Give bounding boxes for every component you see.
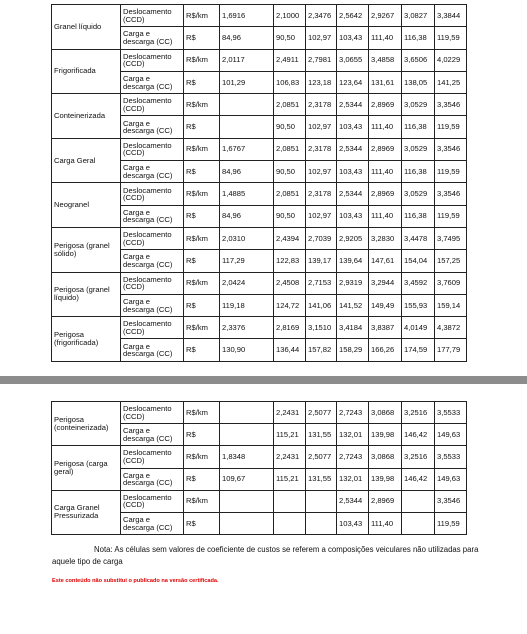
coefficient-cell: 2,4394 [274,227,306,249]
coefficient-cell: 146,42 [402,468,435,490]
coefficient-cell: 2,5077 [306,402,337,424]
coefficient-cell: 2,9319 [337,272,369,294]
coefficient-cell: 3,8387 [369,317,402,339]
coefficient-cell: 103,43 [337,27,369,49]
coefficient-cell: 3,6506 [402,49,435,71]
coefficient-cell: 2,0851 [274,183,306,205]
coefficient-cell: 2,2431 [274,446,306,468]
coefficient-cell: 166,26 [369,339,402,361]
coefficient-cell: 139,64 [337,250,369,272]
coefficient-cell: 84,96 [220,205,274,227]
table-row [52,446,467,468]
coefficient-cell: 2,5344 [337,490,369,512]
coefficient-cell: 3,3546 [435,138,467,160]
coefficient-cell [220,424,274,446]
unit-cell: R$/km [184,317,220,339]
coefficient-cell: 3,3546 [435,183,467,205]
coefficient-cell: 90,50 [274,27,306,49]
coefficient-cell: 2,2431 [274,402,306,424]
coefficient-cell: 103,43 [337,116,369,138]
coefficient-cell: 116,38 [402,27,435,49]
coefficient-cell: 3,2830 [369,227,402,249]
coefficient-cell: 3,5533 [435,402,467,424]
coefficient-cell: 146,42 [402,424,435,446]
coefficient-cell: 3,0868 [369,402,402,424]
operation-cell: Carga e descarga (CC) [121,116,184,138]
coefficient-cell: 111,40 [369,512,402,534]
operation-cell: Deslocamento (CCD) [121,490,184,512]
unit-cell: R$ [184,71,220,93]
unit-cell: R$ [184,424,220,446]
unit-cell: R$ [184,116,220,138]
coefficient-cell: 131,55 [306,424,337,446]
operation-cell: Carga e descarga (CC) [121,294,184,316]
coefficient-cell: 149,63 [435,468,467,490]
cargo-type-cell: Perigosa (frigorificada) [52,317,121,362]
coefficient-cell [220,490,274,512]
table-row [52,227,467,249]
coefficient-cell: 139,98 [369,468,402,490]
coefficient-cell: 1,6767 [220,138,274,160]
coefficient-cell: 2,8169 [274,317,306,339]
coefficient-cell [402,490,435,512]
coefficient-cell: 111,40 [369,116,402,138]
coefficient-cell: 119,59 [435,161,467,183]
unit-cell: R$ [184,512,220,534]
coefficient-cell: 3,2516 [402,402,435,424]
coefficient-cell: 111,40 [369,27,402,49]
coefficient-cell: 115,21 [274,424,306,446]
coefficient-cell: 3,2944 [369,272,402,294]
coefficient-cell: 2,7039 [306,227,337,249]
coefficient-cell: 136,44 [274,339,306,361]
coefficient-cell: 3,2516 [402,446,435,468]
coefficient-cell: 4,0229 [435,49,467,71]
cargo-type-cell: Carga Granel Pressurizada [52,490,121,534]
operation-cell: Deslocamento (CCD) [121,49,184,71]
coefficient-cell: 3,3844 [435,5,467,27]
coefficient-cell: 1,4885 [220,183,274,205]
coefficient-cell: 2,0424 [220,272,274,294]
coefficient-cell: 2,9267 [369,5,402,27]
table-row [52,49,467,71]
coefficient-cell: 1,6916 [220,5,274,27]
coefficient-cell: 102,97 [306,27,337,49]
operation-cell: Carga e descarga (CC) [121,205,184,227]
coefficient-cell: 138,05 [402,71,435,93]
coefficient-cell: 84,96 [220,161,274,183]
coefficient-cell: 3,7609 [435,272,467,294]
coefficient-cell: 141,25 [435,71,467,93]
page-break-divider [0,376,527,384]
coefficient-cell: 141,06 [306,294,337,316]
coefficient-cell: 3,0529 [402,94,435,116]
unit-cell: R$ [184,27,220,49]
coefficient-cell: 2,1000 [274,5,306,27]
coefficient-cell: 149,63 [435,424,467,446]
operation-cell: Deslocamento (CCD) [121,5,184,27]
unit-cell: R$/km [184,5,220,27]
coefficient-cell: 90,50 [274,205,306,227]
coefficient-cell: 2,3178 [306,138,337,160]
cargo-type-cell: Neogranel [52,183,121,228]
coefficient-cell: 116,38 [402,161,435,183]
coefficient-cell [220,116,274,138]
coefficient-cell: 3,4478 [402,227,435,249]
coefficient-cell: 177,79 [435,339,467,361]
coefficient-cell: 116,38 [402,116,435,138]
coefficient-cell: 2,0310 [220,227,274,249]
coefficient-cell: 132,01 [337,468,369,490]
coefficient-cell: 84,96 [220,27,274,49]
coefficient-cell: 115,21 [274,468,306,490]
coefficient-cell: 2,7153 [306,272,337,294]
coefficient-cell: 119,18 [220,294,274,316]
coefficient-cell: 123,18 [306,71,337,93]
coefficient-cell: 2,5344 [337,94,369,116]
footnote: Nota: As células sem valores de coeficiente de custos se referem a composições veiculares não utilizadas para aquele tipo de carga [52,545,479,566]
coefficient-cell: 2,3178 [306,94,337,116]
coefficient-cell: 139,17 [306,250,337,272]
table-row [52,272,467,294]
cargo-type-cell: Conteinerizada [52,94,121,139]
coefficient-cell: 103,43 [337,512,369,534]
coefficient-cell: 101,29 [220,71,274,93]
coefficient-cell: 116,38 [402,205,435,227]
unit-cell: R$ [184,161,220,183]
coefficient-cell: 3,5533 [435,446,467,468]
coefficient-cell: 2,7243 [337,402,369,424]
operation-cell: Deslocamento (CCD) [121,272,184,294]
coefficient-cell: 2,5077 [306,446,337,468]
coefficient-cell: 4,0149 [402,317,435,339]
coefficient-cell: 174,59 [402,339,435,361]
coefficient-cell: 141,52 [337,294,369,316]
coefficient-cell: 119,59 [435,512,467,534]
coefficient-cell: 2,8969 [369,490,402,512]
table-body [52,402,467,535]
coefficient-cell: 131,61 [369,71,402,93]
unit-cell: R$/km [184,490,220,512]
coefficient-cell: 158,29 [337,339,369,361]
unit-cell: R$ [184,468,220,490]
unit-cell: R$/km [184,227,220,249]
freight-cost-table-top [51,4,467,362]
coefficient-cell: 90,50 [274,116,306,138]
table-row [52,317,467,339]
coefficient-cell: 2,0851 [274,138,306,160]
operation-cell: Carga e descarga (CC) [121,424,184,446]
coefficient-cell [306,512,337,534]
coefficient-cell: 2,5642 [337,5,369,27]
coefficient-cell: 154,04 [402,250,435,272]
coefficient-cell: 2,3376 [220,317,274,339]
coefficient-cell: 2,8969 [369,94,402,116]
coefficient-cell: 123,64 [337,71,369,93]
coefficient-cell: 2,3476 [306,5,337,27]
coefficient-cell: 102,97 [306,205,337,227]
coefficient-cell: 103,43 [337,205,369,227]
table-row [52,402,467,424]
coefficient-cell: 1,8348 [220,446,274,468]
coefficient-cell: 103,43 [337,161,369,183]
coefficient-cell: 2,3178 [306,183,337,205]
coefficient-cell: 157,25 [435,250,467,272]
coefficient-cell: 2,7981 [306,49,337,71]
coefficient-cell: 147,61 [369,250,402,272]
operation-cell: Deslocamento (CCD) [121,138,184,160]
operation-cell: Carga e descarga (CC) [121,339,184,361]
unit-cell: R$ [184,205,220,227]
coefficient-cell: 3,4858 [369,49,402,71]
coefficient-cell: 124,72 [274,294,306,316]
coefficient-cell: 111,40 [369,205,402,227]
coefficient-cell: 3,3546 [435,490,467,512]
coefficient-cell: 3,4592 [402,272,435,294]
operation-cell: Deslocamento (CCD) [121,317,184,339]
unit-cell: R$/km [184,402,220,424]
coefficient-cell: 111,40 [369,161,402,183]
coefficient-cell: 122,83 [274,250,306,272]
coefficient-cell: 106,83 [274,71,306,93]
cargo-type-cell: Perigosa (conteinerizada) [52,402,121,446]
unit-cell: R$ [184,294,220,316]
coefficient-cell: 155,93 [402,294,435,316]
coefficient-cell [402,512,435,534]
certification-disclaimer: Este conteúdo não substitui o publicado na versão certificada. [52,578,219,584]
coefficient-cell: 2,7243 [337,446,369,468]
unit-cell: R$/km [184,446,220,468]
operation-cell: Deslocamento (CCD) [121,94,184,116]
table-row [52,138,467,160]
operation-cell: Deslocamento (CCD) [121,446,184,468]
coefficient-cell: 131,55 [306,468,337,490]
coefficient-cell: 139,98 [369,424,402,446]
cargo-type-cell: Carga Geral [52,138,121,183]
table-row [52,490,467,512]
operation-cell: Carga e descarga (CC) [121,71,184,93]
coefficient-cell: 3,0827 [402,5,435,27]
table-body [52,5,467,362]
unit-cell: R$/km [184,183,220,205]
coefficient-cell: 102,97 [306,116,337,138]
coefficient-cell: 2,4508 [274,272,306,294]
cargo-type-cell: Frigorificada [52,49,121,94]
operation-cell: Deslocamento (CCD) [121,227,184,249]
coefficient-cell: 3,0529 [402,138,435,160]
unit-cell: R$/km [184,94,220,116]
operation-cell: Deslocamento (CCD) [121,402,184,424]
cargo-type-cell: Granel líquido [52,5,121,50]
freight-cost-table-bottom [51,401,467,535]
operation-cell: Carga e descarga (CC) [121,250,184,272]
coefficient-cell [220,94,274,116]
coefficient-cell: 119,59 [435,27,467,49]
unit-cell: R$ [184,250,220,272]
operation-cell: Deslocamento (CCD) [121,183,184,205]
coefficient-cell: 2,5344 [337,183,369,205]
coefficient-cell: 3,4184 [337,317,369,339]
coefficient-cell: 159,14 [435,294,467,316]
operation-cell: Carga e descarga (CC) [121,27,184,49]
coefficient-cell: 2,8969 [369,138,402,160]
cargo-type-cell: Perigosa (granel sólido) [52,227,121,272]
coefficient-cell: 3,3546 [435,94,467,116]
coefficient-cell: 109,67 [220,468,274,490]
unit-cell: R$ [184,339,220,361]
coefficient-cell: 3,0655 [337,49,369,71]
table-row [52,5,467,27]
coefficient-cell: 117,29 [220,250,274,272]
coefficient-cell [220,402,274,424]
coefficient-cell: 2,0117 [220,49,274,71]
coefficient-cell: 2,8969 [369,183,402,205]
coefficient-cell: 119,59 [435,205,467,227]
coefficient-cell: 157,82 [306,339,337,361]
coefficient-cell: 2,4911 [274,49,306,71]
coefficient-cell [306,490,337,512]
coefficient-cell: 3,7495 [435,227,467,249]
table-row [52,94,467,116]
cargo-type-cell: Perigosa (granel líquido) [52,272,121,317]
unit-cell: R$/km [184,272,220,294]
coefficient-cell: 130,90 [220,339,274,361]
coefficient-cell: 102,97 [306,161,337,183]
coefficient-cell: 3,0529 [402,183,435,205]
coefficient-cell [274,490,306,512]
coefficient-cell: 119,59 [435,116,467,138]
coefficient-cell [274,512,306,534]
coefficient-cell: 3,0868 [369,446,402,468]
coefficient-cell: 4,3872 [435,317,467,339]
operation-cell: Carga e descarga (CC) [121,468,184,490]
unit-cell: R$/km [184,138,220,160]
coefficient-cell: 90,50 [274,161,306,183]
coefficient-cell: 2,0851 [274,94,306,116]
coefficient-cell: 2,9205 [337,227,369,249]
operation-cell: Carga e descarga (CC) [121,512,184,534]
cargo-type-cell: Perigosa (carga geral) [52,446,121,490]
unit-cell: R$/km [184,49,220,71]
coefficient-cell: 2,5344 [337,138,369,160]
coefficient-cell: 3,1510 [306,317,337,339]
coefficient-cell [220,512,274,534]
operation-cell: Carga e descarga (CC) [121,161,184,183]
coefficient-cell: 149,49 [369,294,402,316]
coefficient-cell: 132,01 [337,424,369,446]
table-row [52,183,467,205]
